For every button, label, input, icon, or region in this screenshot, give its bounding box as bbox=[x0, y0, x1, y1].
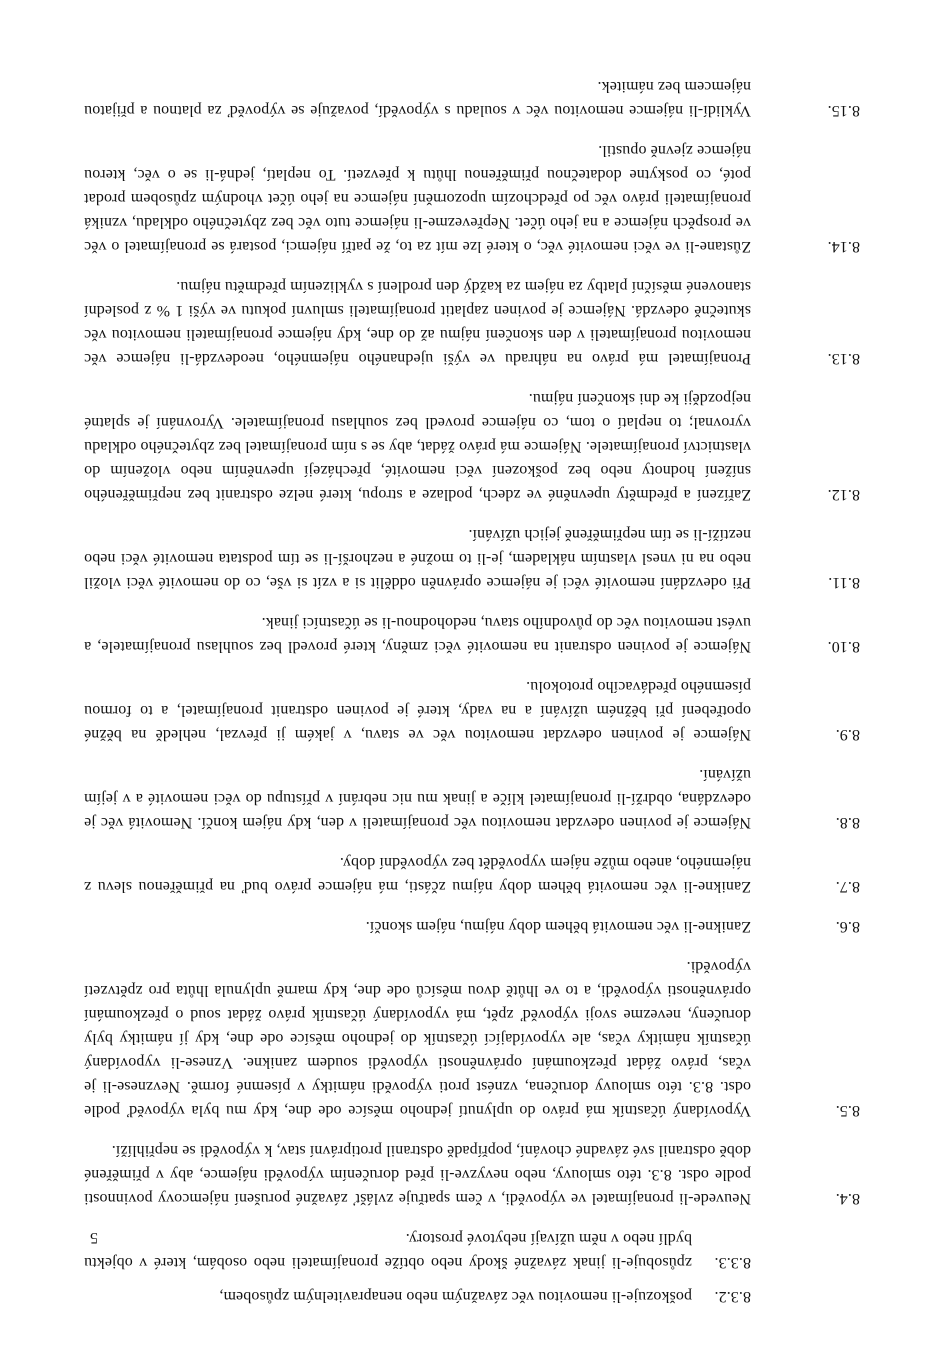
clause-text: Vyklidí-li nájemce nemovitou věc v souladu s výpovědí, považuje se výpověď za platnou a přijatou nájemcem bez námitek. bbox=[84, 78, 751, 119]
clause-8-13 bbox=[84, 274, 944, 370]
clause-8-3-2 bbox=[84, 1284, 944, 1308]
clause-number: 8.4. bbox=[835, 1190, 860, 1207]
clause-8-12 bbox=[84, 386, 944, 506]
clause-number: 8.3.2. bbox=[714, 1288, 751, 1305]
clause-8-7 bbox=[84, 850, 944, 898]
clause-text: Pronajímatel má právo na náhradu ve výši ujednaného nájemného, neodevzdá-li nájemce věc nemovitou pronajímateli v den skončení nájmu až do dne, kdy nájemce pronajímateli nemovitou věc skutečně odevzdá. Nájemce je povinen zaplatit pronajímateli smluvní pokutu ve výši 1 % z poslední stanovené měsíční platby za nájem za každý den prodlení s vyklizením předmětu nájmu. bbox=[84, 278, 751, 367]
clause-text: Zařízení a předměty upevněné ve zdech, podlaze a stropu, které nelze odstranit bez nepřiměřeného snížení hodnoty nebo bez poškození věci nemovité, přecházejí upevněním nebo vložením do vlastnictví pronajímatele. Nájemce má právo žádat, aby se s ním pronajímatel bez zbytečného odkladu vyrovnal; to neplatí o tom, co nájemce provedl bez souhlasu pronajímatele. Vyrovnání je splatné nejpozději ke dni skončení nájmu. bbox=[84, 390, 751, 503]
clause-8-4 bbox=[84, 1138, 944, 1210]
page-number: 5 bbox=[90, 1229, 98, 1246]
clause-number: 8.15. bbox=[827, 102, 860, 119]
clause-8-6 bbox=[84, 914, 944, 938]
clause-8-8 bbox=[84, 762, 944, 834]
clause-list bbox=[0, 74, 944, 1308]
clause-text: Nájemce je povinen odevzdat nemovitou věc pronajímateli v den, kdy nájem končí. Nemovitá věc je odevzdána, obdrží-li pronajímatel klíče a jinak mu nic nebrání v přístupu do věci nemovité a v jejím užívání. bbox=[84, 766, 751, 831]
clause-text: Nájemce je povinen odevzdat nemovitou věc ve stavu, v jakém ji převzal, nehledě na běžné opotřebení při běžném užívání a na vady, které je povinen odstranit pronajímatel, a to formou písemného předávacího protokolu. bbox=[84, 678, 751, 743]
clause-number: 8.7. bbox=[835, 878, 860, 895]
clause-8-15 bbox=[84, 74, 944, 122]
clause-number: 8.10. bbox=[827, 638, 860, 655]
clause-text: Zanikne-li věc nemovitá během doby nájmu, nájem skončí. bbox=[365, 918, 751, 935]
clause-number: 8.3.3. bbox=[714, 1254, 751, 1271]
clause-number: 8.14. bbox=[827, 238, 860, 255]
clause-number: 8.9. bbox=[835, 726, 860, 743]
clause-number: 8.5. bbox=[835, 1102, 860, 1119]
clause-text: způsobuje-li jinak závažné škody nebo obtíže pronajímateli nebo osobám, které v objektu bydlí nebo v něm užívají nebytové prostory. bbox=[84, 1230, 692, 1271]
clause-text: Neuvede-li pronajímatel ve výpovědi, v čem spatřuje zvlášť závažné porušení nájemcovy povinnosti podle odst. 8.3. této smlouvy, nebo nevyzve-li před doručením výpovědi nájemce, aby v přiměřené době odstranil své závadné chování, popřípadě odstranil protiprávní stav, k výpovědi se nepřihlíží. bbox=[84, 1142, 751, 1207]
clause-8-5 bbox=[84, 954, 944, 1122]
clause-number: 8.12. bbox=[827, 486, 860, 503]
clause-8-14 bbox=[84, 138, 944, 258]
clause-text: Nájemce je povinen odstranit na nemovité věci změny, které provedl bez souhlasu pronajímatele, a uvést nemovitou věc do původního stavu, nedohodnou-li se účastníci jinak. bbox=[84, 614, 751, 655]
clause-number: 8.11. bbox=[828, 574, 860, 591]
clause-text: Zanikne-li věc nemovitá během doby nájmu zčásti, má nájemce právo buď na přiměřenou slevu z nájemného, anebo může nájem vypovědět bez výpovědní doby. bbox=[84, 854, 751, 895]
clause-8-9 bbox=[84, 674, 944, 746]
clause-number: 8.8. bbox=[835, 814, 860, 831]
clause-text: Vypovídaný účastník má právo do uplynutí jednoho měsíce ode dne, kdy mu byla výpověď podle odst. 8.3. této smlouvy doručena, vznést proti výpovědi námitky v písemné formě. Nevznese-li je včas, právo žádat přezkoumání oprávněnosti výpovědi soudem zanikne. Vznese-li vypovídaný účastník námitky včas, ale vypovídající účastník do jednoho měsíce ode dne, kdy jí námitky byly doručeny, nevezme svoji výpověď zpět, má vypovídaný účastník právo žádat soud o přezkoumání oprávněnosti výpovědi, a to ve lhůtě dvou měsíců ode dne, kdy marně uplynula lhůta pro zpětvzetí výpovědi. bbox=[84, 958, 751, 1119]
clause-8-10 bbox=[84, 610, 944, 658]
clause-number: 8.6. bbox=[835, 918, 860, 935]
clause-8-3-3 bbox=[84, 1226, 944, 1274]
clause-text: Zůstane-li ve věci nemovité věc, o které lze mít za to, že patří nájemci, postará se pronajímatel o věc ve prospěch nájemce a na jeho účet. Nepřevezme-li nájemce tuto věc bez zbytečného odkladu, vzniká pronajímateli právo věc po předchozím upozornění nájemce na jeho účet vhodným způsobem prodat poté, co poskytne dodatečnou přiměřenou lhůtu k převzetí. To neplatí, jedná-li se o věc, kterou nájemce zjevně opustil. bbox=[84, 142, 751, 255]
clause-text: poškozuje-li nemovitou věc závažným nebo nenapravitelným způsobem, bbox=[219, 1288, 692, 1305]
clause-8-11 bbox=[84, 522, 944, 594]
clause-text: Při odevzdání nemovité věci je nájemce oprávněn oddělit si a vzít si vše, co do nemovité věci vložil nebo na ni vnesl vlastním nákladem, je-li to možné a nezhorší-li se tím podstata nemovité věci nebo neztíží-li se tím nepřiměřeně jejich užívání. bbox=[84, 526, 751, 591]
clause-number: 8.13. bbox=[827, 350, 860, 367]
